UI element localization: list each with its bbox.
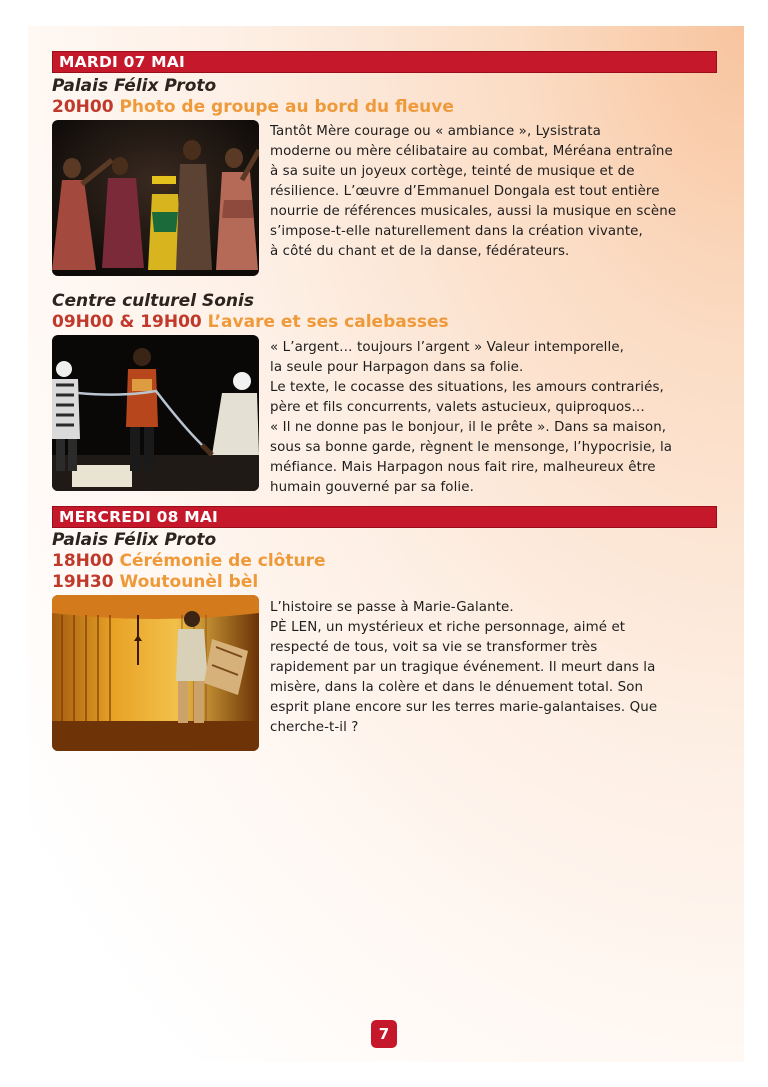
session-time: 20H00 [52, 97, 114, 117]
description-line: L’histoire se passe à Marie-Galante. [270, 600, 514, 615]
description-line: esprit plane encore sur les terres marie-galantaises. Que [270, 700, 658, 715]
session-title: L’avare et ses calebasses [207, 312, 449, 332]
session-line [52, 551, 326, 571]
event-description [270, 338, 720, 498]
event-photo [52, 595, 259, 751]
event-description [270, 122, 720, 262]
session-time: 09H00 & 19H00 [52, 312, 202, 332]
event-photo [52, 120, 259, 276]
session-time: 19H30 [52, 572, 114, 592]
description-line: Tantôt Mère courage ou « ambiance », Lysistrata [270, 124, 601, 139]
description-line: la seule pour Harpagon dans sa folie. [270, 360, 524, 375]
description-line: cherche-t-il ? [270, 720, 359, 735]
description-line: humain gouverné par sa folie. [270, 480, 474, 495]
description-line: « Il ne donne pas le bonjour, il le prête ». Dans sa maison, [270, 420, 667, 435]
event-photo [52, 335, 259, 491]
description-line: rapidement par un tragique événement. Il meurt dans la [270, 660, 656, 675]
description-line: respecté de tous, voit sa vie se transformer très [270, 640, 598, 655]
description-line: méfiance. Mais Harpagon nous fait rire, malheureux être [270, 460, 656, 475]
description-line: père et fils concurrents, valets astucieux, quiproquos… [270, 400, 645, 415]
description-line: « L’argent… toujours l’argent » Valeur intemporelle, [270, 340, 625, 355]
venue-name: Centre culturel Sonis [52, 291, 254, 311]
session-time: 18H00 [52, 551, 114, 571]
venue-name: Palais Félix Proto [52, 530, 217, 550]
description-line: résilience. L’œuvre d’Emmanuel Dongala est tout entière [270, 184, 660, 199]
day-header: MARDI 07 MAI [52, 51, 717, 73]
session-title: Woutounèl bèl [119, 572, 259, 592]
session-line [52, 572, 258, 592]
session-title: Photo de groupe au bord du fleuve [119, 97, 454, 117]
description-line: Le texte, le cocasse des situations, les amours contrariés, [270, 380, 664, 395]
session-line [52, 312, 449, 332]
session-title: Cérémonie de clôture [119, 551, 326, 571]
day-header: MERCREDI 08 MAI [52, 506, 717, 528]
description-line: s’impose-t-elle naturellement dans la création vivante, [270, 224, 643, 239]
page-number: 7 [371, 1020, 397, 1048]
description-line: nourrie de références musicales, aussi la musique en scène [270, 204, 677, 219]
description-line: sous sa bonne garde, règnent le mensonge, l’hypocrisie, la [270, 440, 673, 455]
description-line: PÈ LEN, un mystérieux et riche personnage, aimé et [270, 620, 626, 635]
description-line: à côté du chant et de la danse, fédérateurs. [270, 244, 570, 259]
description-line: misère, dans la colère et dans le dénuement total. Son [270, 680, 644, 695]
event-description [270, 598, 720, 738]
description-line: moderne ou mère célibataire au combat, Méréana entraîne [270, 144, 673, 159]
description-line: à sa suite un joyeux cortège, teinté de musique et de [270, 164, 635, 179]
session-line [52, 97, 454, 117]
venue-name: Palais Félix Proto [52, 76, 217, 96]
